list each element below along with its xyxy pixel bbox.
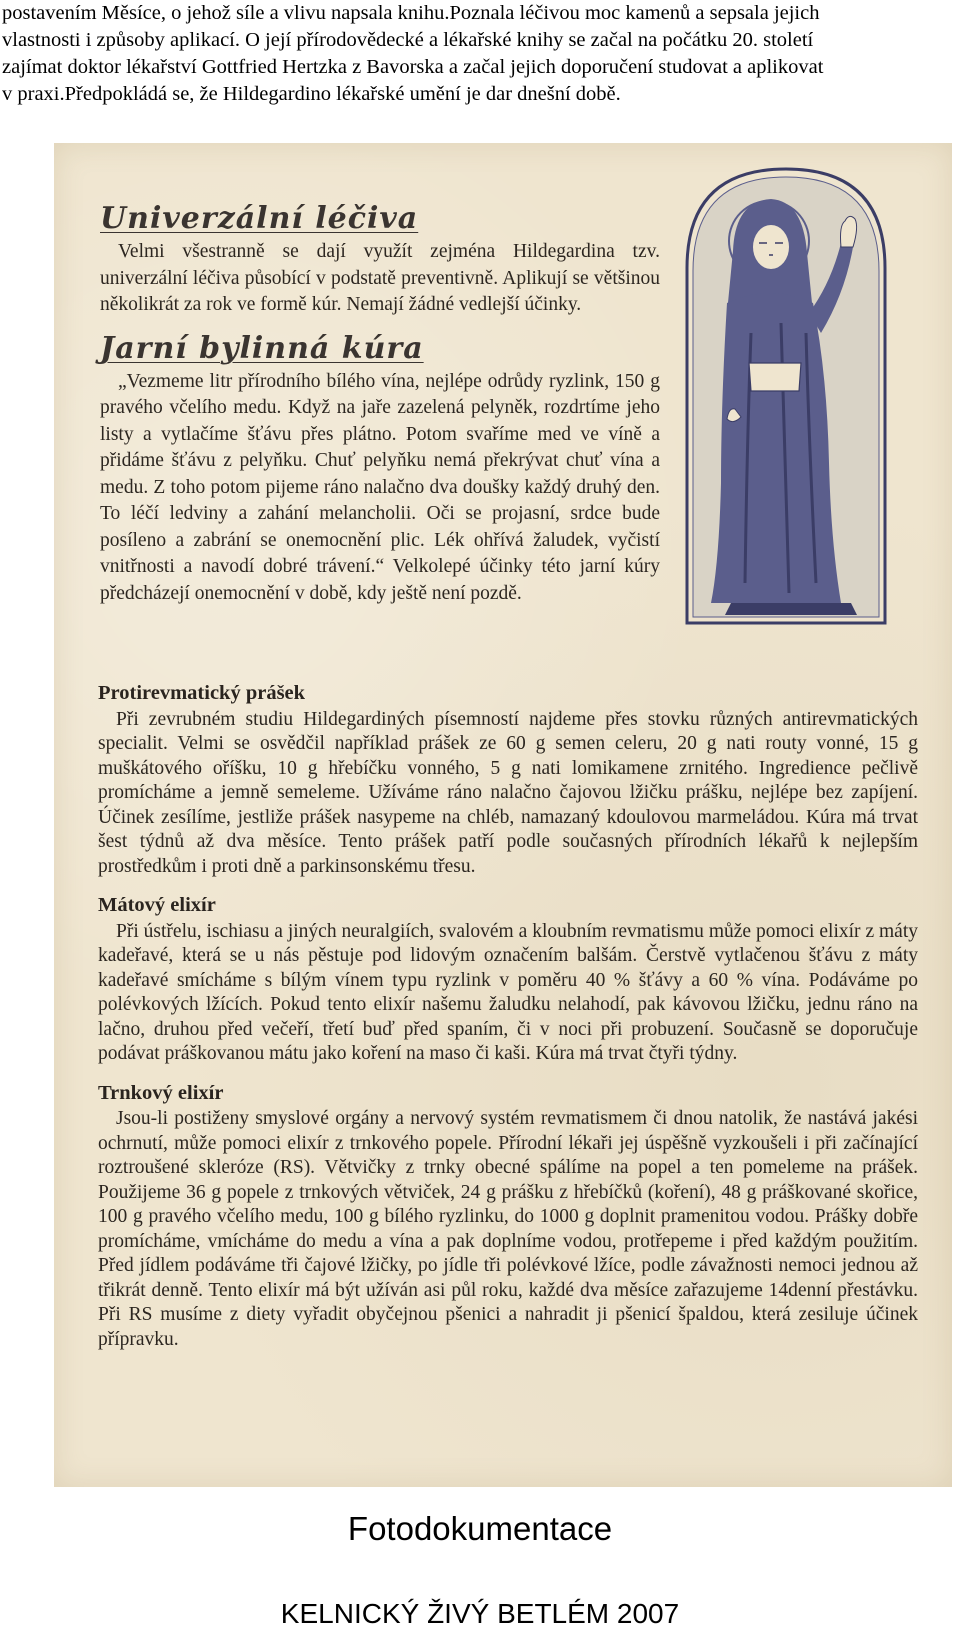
scanned-page <box>54 143 952 1487</box>
scan-upper-column <box>100 201 660 607</box>
event-title: KELNICKÝ ŽIVÝ BETLÉM 2007 <box>280 1598 680 1629</box>
blackthorn-elixir-text: Jsou-li postiženy smyslové orgány a nervový systém revmatismem či dnou natolik, že nastává jakési ochrnutí, může pomoci elixír z trnkového popele. Přírodní lékaři jej úspěšně vyzkoušeli i při začínající roztroušené skleróze (RS). Větvičky z trnky obecné spálíme na popel a ten pomeleme na prášek. Použijeme 36 g popele z trnkových větviček, 24 g prášku z hřebíčků (koření), 48 g práškované skořice, 100 g pravého včelího medu, 100 g bílého ryzlinku, do 1000 g doplnit pramenitou vodou. Prášky dobře promícháme, vmícháme do medu a vína a pak doplníme vodou, protřepeme i před každým použitím. Před jídlem podáváme tři čajové lžičky, po jídle tři polévkové lžíce, podle závažnosti nemoci jednou až třikrát denně. Tento elixír má být užíván asi půl roku, každé dva měsíce zařazujeme 14denní přestávku. Při RS musíme z diety vyřadit obyčejnou pšenici a nahradit ji pšenicí špaldou, která zesiluje účinek přípravku. <box>98 1108 918 1350</box>
photo-documentation-title: Fotodokumentace <box>347 1510 613 1547</box>
intro-line: vlastnosti i způsoby aplikací. O její přírodovědecké a lékařské knihy se začal na počátku 20. století <box>2 29 814 51</box>
heading-blackthorn-elixir: Trnkový elixír <box>98 1081 224 1104</box>
mint-elixir-text: Při ústřelu, ischiasu a jiných neuralgiích, svalovém a kloubním revmatismu může pomoci elixír z máty kadeřavé, která se u nás pěstuje pod lidovým označením balšám. Čerstvě vytlačenou šťávu z máty kadeřavé smícháme s bílým vínem typu ryzlink v poměru 40 % šťávy a 60 % vína. Podáváme po polévkových lžících. Pokud tento elixír našemu žaludku nelahodí, pak kávovou lžičku, jednu ráno na lačno, druhou před večeří, třetí buď před spaním, či v noci při probuzení. Současně se doporučuje podávat práškovanou mátu jako koření na maso či kaši. Kúra má trvat čtyři týdny. <box>98 920 918 1064</box>
heading-universal-remedies: Univerzální léčiva <box>100 201 419 236</box>
universal-remedies-text: Velmi všestranně se dají využít zejména Hildegardina tzv. univerzální léčiva působící v podstatě preventivně. Aplikují se většinou několikrát za rok ve formě kúr. Nemají žádné vedlejší účinky. <box>100 241 660 315</box>
heading-mint-elixir: Mátový elixír <box>98 894 216 916</box>
intro-line: postavením Měsíce, o jehož síle a vlivu napsala knihu.Poznala léčivou moc kamenů a sepsala jejich <box>2 2 820 24</box>
intro-paragraph <box>2 0 958 108</box>
scroll <box>749 363 801 391</box>
antirheumatic-powder-text: Při zevrubném studiu Hildegardiných písemností najdeme přes stovku různých antirevmatických specialit. Velmi se osvědčil například prášek ze 60 g semen celeru, 20 g nati routy vonné, 15 g muškátového oříšku, 10 g hřebíčku vonného, 5 g nati lomikamene zrnitého. Ingredience pečlivě promícháme a jemně semeleme. Užíváme ráno nalačno čajovou lžičku prášku, nejlépe bez zapíjení. Účinek zesílíme, jestliže prášek nasypeme na chléb, namazaný kdoulovou marmeládou. Kúra má trvat šest týdnů až dva měsíce. Tento prášek patří podle současných přírodních lékařů k nejlepším prostředkům i proti dně a parkinsonskému třesu. <box>98 708 918 877</box>
spring-cure-text: „Vezmeme litr přírodního bílého vína, nejlépe odrůdy ryzlink, 150 g pravého včelího medu. Když na jaře zazelená pelyněk, rozdrtíme jeho listy a vytlačíme šťávu přes plátno. Potom svaříme med ve víně a přidáme šťávu z pelyňku. Chuť pelyňku nemá překrývat chuť vína a medu. Z toho potom pijeme ráno nalačno dva doušky každý druhý den. To léčí ledviny a zahání melancholii. Oči se projasní, srdce bude posíleno a zabrání se onemocnění plic. Lék ohřívá žaludek, vyčistí vnitřnosti a navodí dobré trávení.“ Velkolepé účinky této jarní kúry předcházejí onemocnění v době, kdy ještě není pozdě. <box>100 370 660 604</box>
scan-lower-sections <box>98 681 918 1352</box>
intro-line: zajímat doktor lékařství Gottfried Hertzka z Bavorska a začal jejich doporučení studovat a aplikovat <box>2 56 824 78</box>
intro-line: v praxi.Předpokládá se, že Hildegardino lékařské umění je dar dnešní době. <box>2 83 621 105</box>
face <box>753 225 789 269</box>
hildegard-illustration <box>681 163 891 625</box>
heading-antirheumatic-powder: Protirevmatický prášek <box>98 682 306 704</box>
heading-spring-cure: Jarní bylinná kúra <box>100 330 424 366</box>
